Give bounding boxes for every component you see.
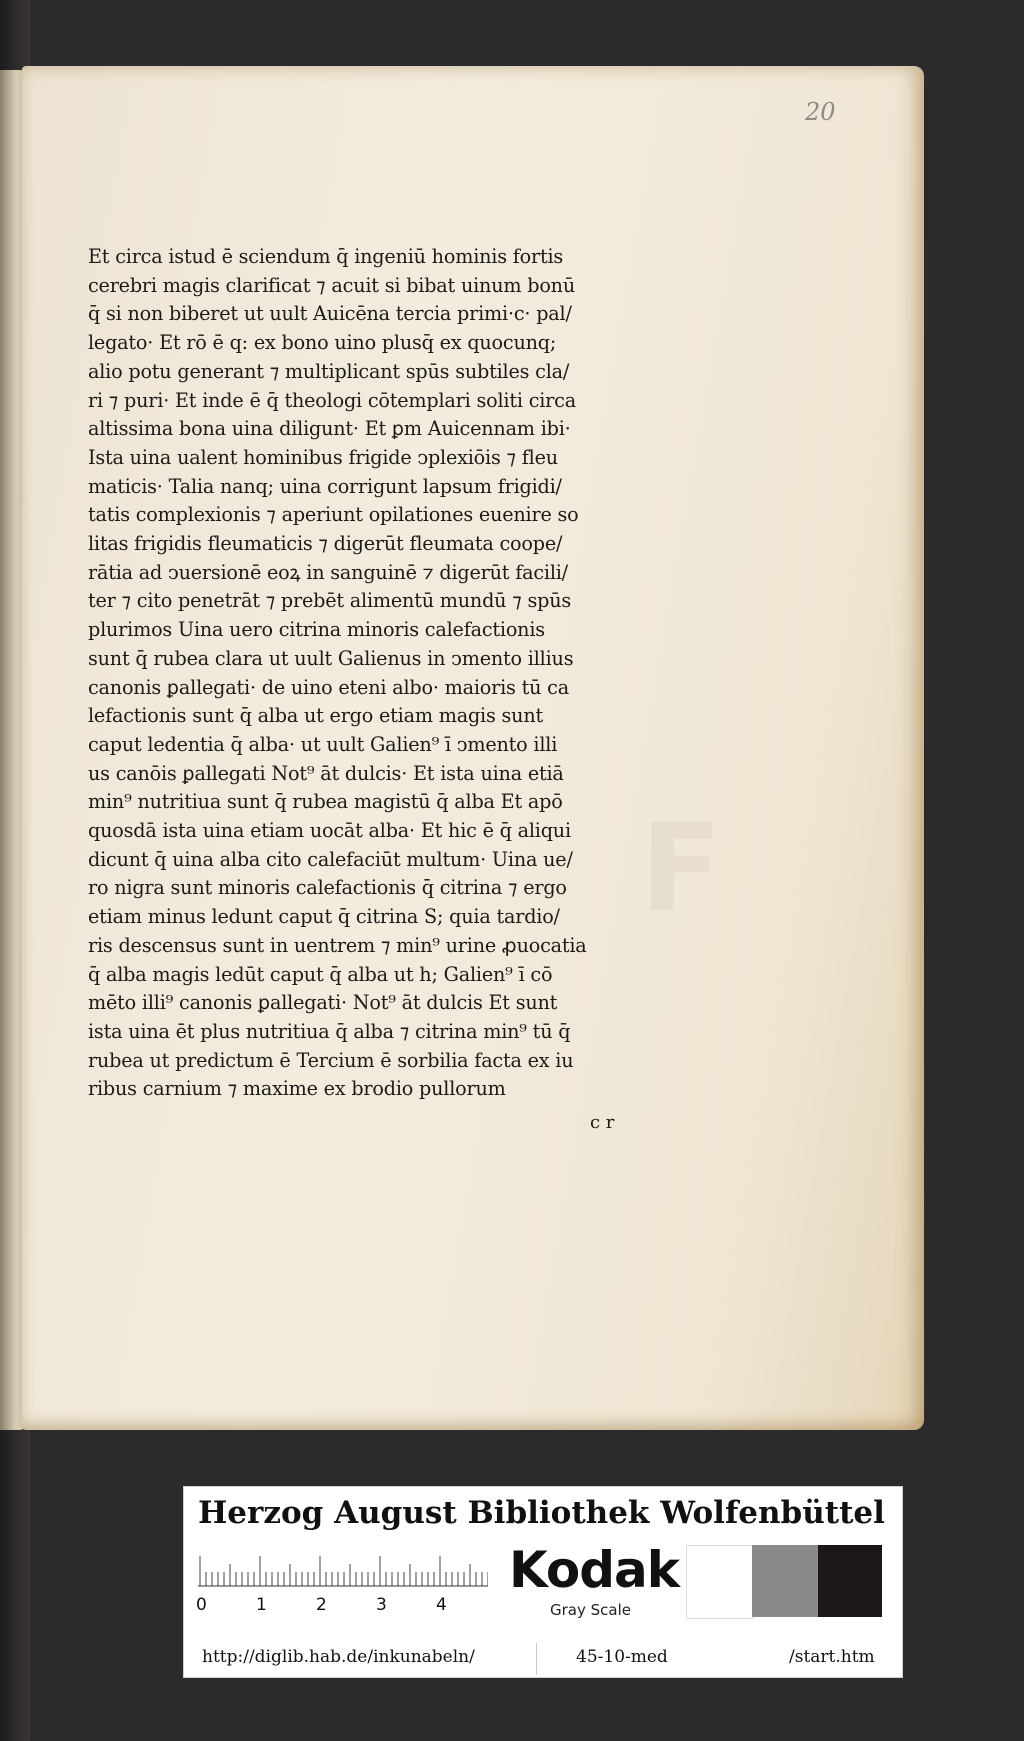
text-line: legato· Et rō ē q: ex bono uino plusq̄ ex quocunq;	[88, 331, 557, 355]
ruler-number: 3	[376, 1595, 387, 1615]
text-line: dicunt q̄ uina alba cito calefaciūt multum· Uina ue/	[88, 847, 573, 871]
text-line: min⁹ nutritiua sunt q̄ rubea magistū q̄ alba Et apō	[88, 790, 563, 814]
gray-scale-label: Gray Scale	[550, 1601, 631, 1619]
text-line: caput ledentia q̄ alba· ut uult Galien⁹ ī ↄmento illi	[88, 732, 558, 756]
text-line: plurimos Uina uero citrina minoris calefactionis	[88, 618, 545, 642]
text-line: Et circa istud ē sciendum q̄ ingeniū hominis fortis	[88, 245, 564, 268]
text-line: q̄ si non biberet ut uult Auicēna tercia primi·c· pal/	[88, 302, 572, 326]
color-calibration-card	[183, 1486, 903, 1678]
text-line: quosdā ista uina etiam uocāt alba· Et hic ē q̄ aliqui	[88, 819, 571, 843]
text-line: litas frigidis fleumaticis ⁊ digerūt fleumata coope/	[88, 532, 563, 556]
text-line: ri ⁊ puri· Et inde ē q̄ theologi cōtemplari soliti circa	[88, 388, 576, 412]
text-line: ista uina ēt plus nutritiua q̄ alba ⁊ citrina min⁹ tū q̄	[88, 1019, 571, 1043]
text-line: tatis complexionis ⁊ aperiunt opilationes euenire so	[88, 503, 579, 527]
text-line: ribus carnium ⁊ maxime ex brodio pullorum	[88, 1077, 506, 1101]
ruler-number: 2	[316, 1595, 327, 1615]
text-line: sunt q̄ rubea clara ut uult Galienus in ↄmento illius	[88, 646, 574, 670]
text-line: maticis· Talia nanq; uina corrigunt lapsum frigidi/	[88, 474, 562, 498]
text-line: q̄ alba magis ledūt caput q̄ alba ut h; Galien⁹ ī cō	[88, 962, 553, 986]
text-line: rātia ad ↄuersionē eoꝝ in sanguinē ⁊ digerūt facili/	[88, 560, 568, 584]
gray-swatch-black	[818, 1545, 882, 1617]
text-line: cerebri magis clarificat ⁊ acuit si bibat uinum bonū	[88, 273, 575, 297]
ruler-number: 0	[196, 1595, 207, 1615]
text-line: rubea ut predictum ē Tercium ē sorbilia facta ex iu	[88, 1048, 574, 1072]
url-base: http://diglib.hab.de/inkunabeln/	[202, 1647, 475, 1667]
url-row	[184, 1633, 902, 1677]
catchword: c r	[590, 1112, 615, 1133]
gray-swatch-mid	[752, 1545, 818, 1617]
text-line: Ista uina ualent hominibus frigide ↄplexiōis ⁊ fleu	[88, 445, 558, 469]
url-shelfmark: 45-10-med	[576, 1647, 668, 1667]
text-line: altissima bona uina diligunt· Et ꝑm Auicennam ibi·	[88, 417, 571, 441]
gray-swatch-white	[686, 1545, 754, 1619]
text-line: ro nigra sunt minoris calefactionis q̄ citrina ⁊ ergo	[88, 876, 567, 900]
ruler-number: 4	[436, 1595, 447, 1615]
text-line: canonis ꝑallegati· de uino eteni albo· maioris tū ca	[88, 675, 569, 699]
ruler-scale	[198, 1551, 488, 1587]
text-line: ter ⁊ cito penetrāt ⁊ prebēt alimentū mundū ⁊ spūs	[88, 589, 572, 613]
url-suffix: /start.htm	[789, 1647, 875, 1667]
url-divider	[536, 1643, 537, 1675]
text-line: lefactionis sunt q̄ alba ut ergo etiam magis sunt	[88, 704, 544, 728]
incunabula-text-block	[88, 243, 668, 1104]
kodak-logo: Kodak	[509, 1541, 679, 1599]
text-line: etiam minus ledunt caput q̄ citrina S; quia tardio/	[88, 905, 560, 929]
text-line: alio potu generant ⁊ multiplicant spūs subtiles cla/	[88, 359, 570, 383]
ruler-number: 1	[256, 1595, 267, 1615]
text-line: us canōis ꝑallegati Not⁹ āt dulcis· Et ista uina etiā	[88, 761, 564, 785]
library-title: Herzog August Bibliothek Wolfenbüttel	[198, 1495, 885, 1531]
text-line: ris descensus sunt in uentrem ⁊ min⁹ urine ꝓuocatia	[88, 933, 587, 957]
text-line: mēto illi⁹ canonis ꝑallegati· Not⁹ āt dulcis Et sunt	[88, 991, 558, 1015]
folio-number: 20	[805, 98, 836, 126]
watermark: F	[640, 800, 722, 939]
